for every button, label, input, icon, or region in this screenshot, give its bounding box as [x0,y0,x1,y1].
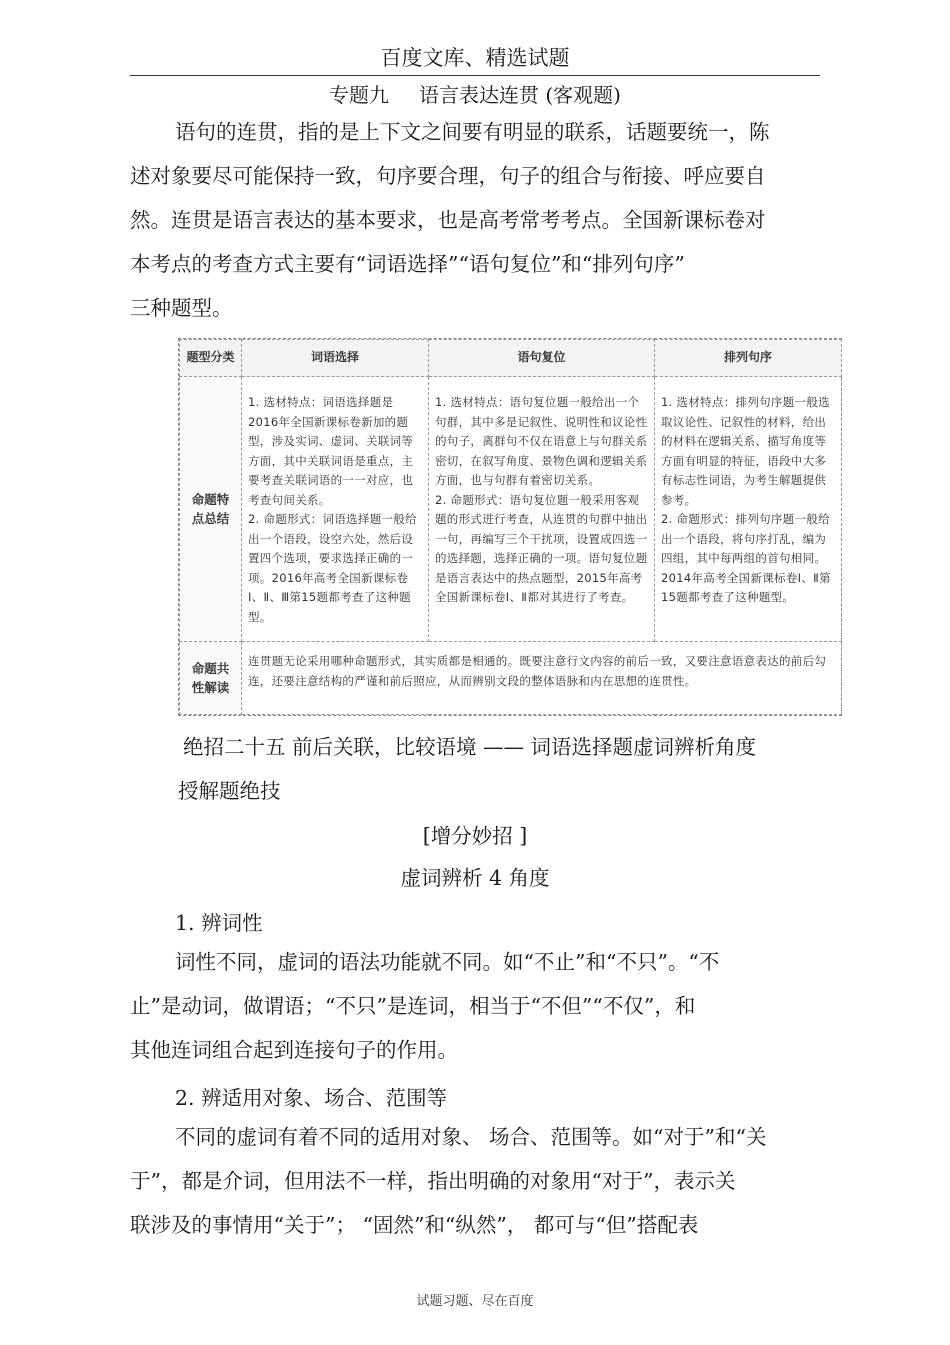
row-label: 命题共性解读 [180,642,242,715]
table-header-cell: 词语选择 [242,340,429,377]
item-2-paragraph [130,1115,810,1247]
intro-line: 然。连贯是语言表达的基本要求，也是高考常考考点。全国新课标卷对 [130,208,766,232]
document-title [0,79,950,108]
table-header-cell: 语句复位 [429,340,655,377]
table-header-cell: 排列句序 [655,340,842,377]
intro-line: 语句的连贯，指的是上下文之间要有明显的联系，话题要统一，陈 [175,120,770,144]
item-2-line: 不同的虚词有着不同的适用对象、 场合、范围等。如“对于”和“关 [175,1125,767,1149]
header-rule [130,75,820,76]
item-2-heading: 2. 辨适用对象、场合、范围等 [175,1086,448,1110]
item-1-line: 其他连词组合起到连接句子的作用。 [130,1038,458,1062]
item-2-line: 于”，都是介词，但用法不一样，指出明确的对象用“对于”，表示关 [130,1169,736,1193]
item-2-line: 联涉及的事情用“关于”； “固然”和“纵然”， 都可与“但”搭配表 [130,1213,699,1237]
table-header-cell: 题型分类 [180,340,242,377]
intro-line: 三种题型。 [130,296,233,320]
table-cell: 1. 选材特点：排列句序题一般选取议论性、记叙性的材料，给出的材料在逻辑关系、描写角度等方面有明显的特征，语段中大多有标志性词语，为考生解题提供参考。 2. 命题形式：排列句序题一般给出一个语段，将句序打乱，编为四组，其中每两组的首句相同。2014年高考全国新课标卷Ⅰ、Ⅱ第15题都考查了这种题型。 [655,377,842,642]
title-topic-name: 语言表达连贯 (客观题) [419,83,621,107]
item-1-paragraph [130,940,810,1072]
section-subheading: 授解题绝技 [178,779,281,803]
table-cell: 1. 选材特点：词语选择题是2016年全国新课标卷新加的题型，涉及实词、虚词、关联词等方面，其中关联词语是重点，主要考查关联词语的一一对应，也考查句间关系。 2. 命题形式：词语选择题一般给出一个语段，设空六处，然后设置四个选项，要求选择正确的一项。2016年高考全国新课标卷Ⅰ、Ⅱ、Ⅲ第15题都考查了这种题型。 [242,377,429,642]
intro-line: 述对象要尽可能保持一致，句序要合理，句子的组合与衔接、呼应要自 [130,164,766,188]
table-row [180,642,842,715]
intro-paragraph [130,110,810,330]
page-footer: 试题习题、尽在百度 [416,1294,534,1309]
item-1-heading: 1. 辨词性 [175,911,263,935]
page-header: 百度文库、精选试题 [380,46,570,70]
question-type-table [178,338,842,716]
table-row [180,377,842,642]
item-1-line: 止”是动词，做谓语；“不只”是连词，相当于“不但”“不仅”，和 [130,994,696,1018]
row-label: 命题特点总结 [180,377,242,642]
table-header-row [180,340,842,377]
intro-line: 本考点的考查方式主要有“词语选择”“语句复位”和“排列句序” [130,252,685,276]
tips-heading: [增分妙招 ] [422,824,528,848]
tips-title: 虚词辨析 4 角度 [400,866,550,890]
title-topic-number: 专题九 [329,83,390,107]
table-cell: 连贯题无论采用哪种命题形式，其实质都是相通的。既要注意行文内容的前后一致，又要注意语意表达的前后勾连，还要注意结构的严谨和前后照应，从而辨别文段的整体语脉和内在思想的连贯性。 [242,642,842,715]
table-cell: 1. 选材特点：语句复位题一般给出一个句群，其中多是记叙性、说明性和议论性的句子，离群句不仅在语意上与句群关系密切，在叙写角度、景物色调和逻辑关系方面，也与句群有着密切关系。 2. 命题形式：语句复位题一般采用客观题的形式进行考查，从连贯的句群中抽出一句，再编写三个干扰项，设置成四选一的选择题，选择正确的一项。语句复位题是语言表达中的热点题型，2015年高考全国新课标卷Ⅰ、Ⅱ都对其进行了考查。 [429,377,655,642]
item-1-line: 词性不同，虚词的语法功能就不同。如“不止”和“不只”。“不 [175,950,720,974]
section-heading: 绝招二十五 前后关联，比较语境 —— 词语选择题虚词辨析角度 [183,735,757,759]
